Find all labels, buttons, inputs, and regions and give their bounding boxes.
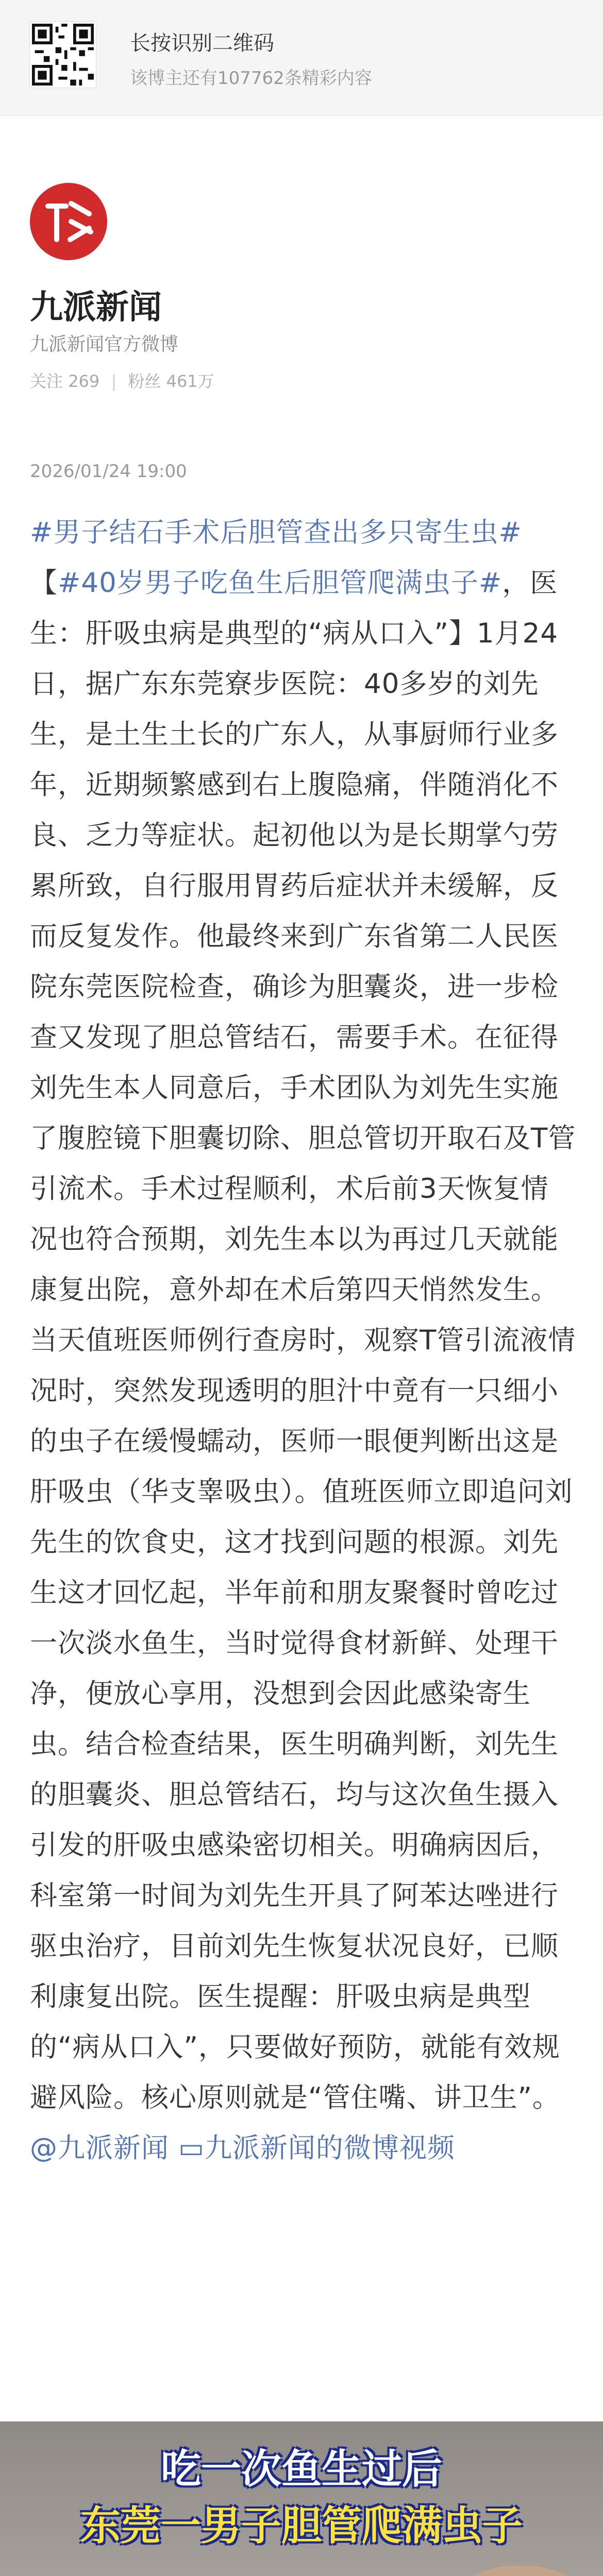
video-link-icon: ▭ — [178, 2132, 205, 2164]
account-name[interactable]: 九派新闻 — [30, 289, 162, 327]
body-lead: 【 — [30, 567, 58, 599]
post-timestamp: 2026/01/24 19:00 — [30, 461, 187, 482]
video-link[interactable] — [178, 2132, 455, 2164]
post-text: ，医生：肝吸虫病是典型的“病从口入”】1月24日，据广东东莞寮步医院：40多岁的刘先生，是土生土长的广东人，从事厨师行业多年，近期频繁感到右上腹隐痛，伴随消化不良、乏力等症状。起初他以为是长期掌勺劳累所致，自行服用胃药后症状并未缓解，反而反复发作。他最终来到广东省第二人民医院东莞医院检查，确诊为胆囊炎，进一步检查又发现了胆总管结石，需要手术。在征得刘先生本人同意后，手术团队为刘先生实施了腹腔镜下胆囊切除、胆总管切开取石及T管引流术。手术过程顺利，术后前3天恢复情况也符合预期，刘先生本以为再过几天就能康复出院，意外却在术后第四天悄然发生。当天值班医师例行查房时，观察T管引流液情况时，突然发现透明的胆汁中竟有一只细小的虫子在缓慢蠕动，医师一眼便判断出这是肝吸虫（华支睾吸虫）。值班医师立即追问刘先生的饮食史，这才找到问题的根源。刘先生这才回忆起，半年前和朋友聚餐时曾吃过一次淡水鱼生，当时觉得食材新鲜、处理干净，便放心享用，没想到会因此感染寄生虫。结合检查结果，医生明确判断，刘先生的胆囊炎、胆总管结石，均与这次鱼生摄入引发的肝吸虫感染密切相关。明确病因后，科室第一时间为刘先生开具了阿苯达唑进行驱虫治疗，目前刘先生恢复状况良好，已顺利康复出院。医生提醒：肝吸虫病是典型的“病从口入”，只要做好预防，就能有效规避风险。核心原则就是“管住嘴、讲卫生”。 — [30, 567, 576, 2113]
qr-banner-title: 长按识别二维码 — [130, 31, 274, 55]
verification-text: 九派新闻官方微博 — [30, 334, 179, 355]
follow-count: 269 — [68, 371, 100, 391]
video-link-label: 九派新闻的微博视频 — [204, 2132, 455, 2164]
divider: | — [111, 371, 117, 391]
video-title-line2: 东莞一男子胆管爬满虫子 — [80, 2503, 523, 2549]
video-hand-shape — [423, 2566, 603, 2576]
video-title-line1: 吃一次鱼生过后 — [160, 2446, 442, 2493]
account-stats — [30, 368, 214, 392]
follow-label: 关注 — [30, 371, 63, 391]
fans-count: 461万 — [166, 371, 214, 391]
post-body — [30, 507, 576, 2174]
topic-tag-2[interactable]: #40岁男子吃鱼生后胆管爬满虫子# — [58, 567, 502, 599]
avatar[interactable] — [30, 183, 107, 260]
fans-label: 粉丝 — [128, 371, 161, 391]
qr-banner-subtitle: 该博主还有107762条精彩内容 — [130, 68, 372, 89]
video-player[interactable] — [0, 2421, 603, 2576]
mention-link[interactable]: @九派新闻 — [30, 2132, 169, 2164]
qr-code-icon — [30, 22, 96, 88]
topic-tag[interactable]: #男子结石手术后胆管查出多只寄生虫# — [30, 517, 522, 548]
qr-banner-top — [0, 0, 603, 116]
